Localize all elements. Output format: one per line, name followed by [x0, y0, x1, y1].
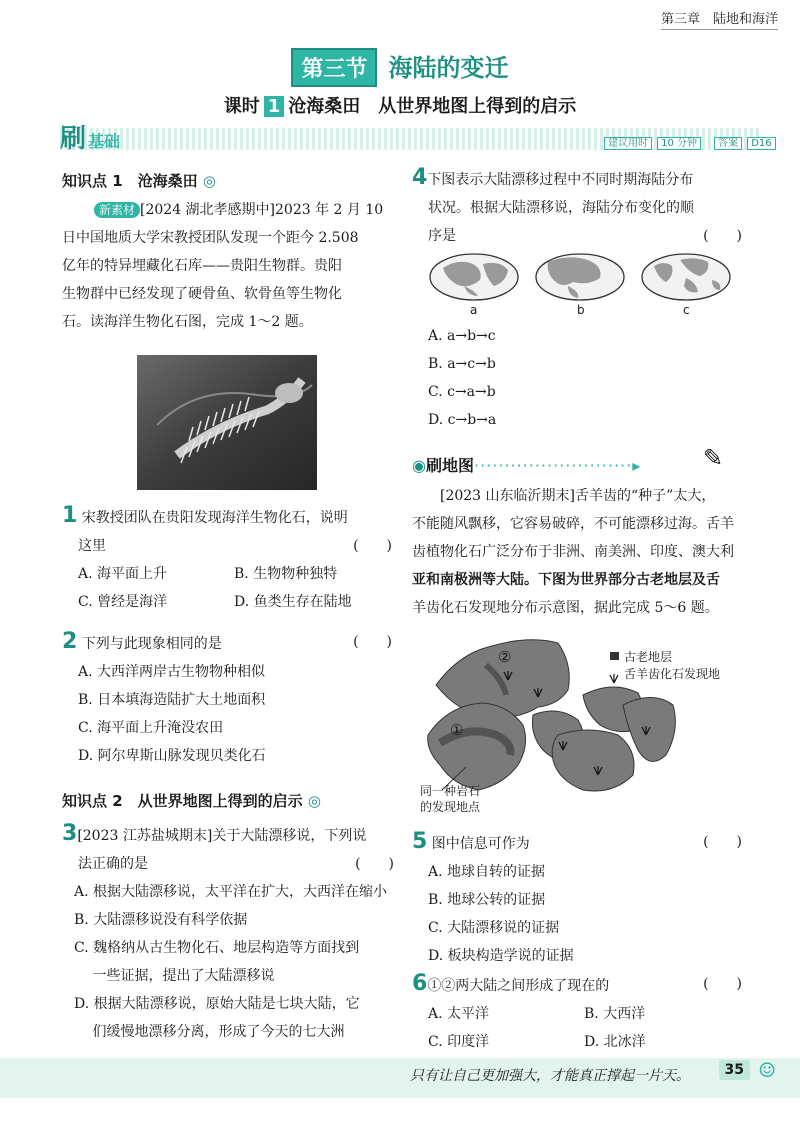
q6-option-a[interactable]: A. 太平洋 — [428, 1006, 490, 1022]
question-2 — [62, 628, 392, 770]
brush-glyph: 刷 — [60, 124, 87, 154]
target-icon: ◎ — [307, 792, 321, 810]
answer-paren: ( ) — [703, 976, 742, 992]
q2-number: 2 — [62, 629, 78, 654]
q4-option-b[interactable]: B. a→c→b — [428, 356, 496, 372]
q1-option-d[interactable]: D. 鱼类生存在陆地 — [234, 594, 352, 610]
q1-number: 1 — [62, 503, 78, 528]
knowledge-point-1 — [62, 170, 216, 191]
legend-old-strata: 古老地层 — [624, 650, 673, 664]
intro1-line: 生物群中已经发现了硬骨鱼、软骨鱼等生物化 — [62, 286, 342, 302]
q2-option-b[interactable]: B. 日本填海造陆扩大土地面积 — [78, 692, 266, 708]
map-section-header — [412, 453, 641, 476]
answer-paren: ( ) — [703, 834, 742, 850]
answer-label: 答案 — [714, 137, 742, 150]
q4-option-c[interactable]: C. c→a→b — [428, 384, 496, 400]
lesson-prefix: 课时 — [223, 96, 260, 117]
q5-option-c[interactable]: C. 大陆漂移说的证据 — [428, 920, 560, 936]
q1-option-c[interactable]: C. 曾经是海洋 — [78, 594, 168, 610]
basic-label: 基础 — [88, 132, 121, 151]
q4-option-a[interactable]: A. a→b→c — [428, 328, 496, 344]
intro2-line: 亚和南极洲等大陆。下图为世界部分古老地层及舌 — [412, 572, 720, 588]
continent-label-1: ① — [450, 721, 464, 739]
q4-option-d[interactable]: D. c→b→a — [428, 412, 497, 428]
map-label-b: b — [577, 303, 585, 317]
map-b — [536, 254, 624, 300]
intro2-text — [412, 482, 747, 622]
q3-stem: [2023 江苏盐城期末]关于大陆漂移说，下列说 — [77, 828, 367, 844]
section-badge: 第三节 — [291, 48, 377, 87]
answer-paren: ( ) — [703, 228, 742, 244]
kp1-title: 知识点 1 沧海桑田 — [62, 172, 198, 190]
q3-number: 3 — [62, 821, 78, 846]
question-4 — [412, 164, 742, 250]
answer-paren: ( ) — [355, 856, 394, 872]
chapter-header: 第三章 陆地和海洋 — [661, 8, 778, 30]
question-1 — [62, 502, 392, 616]
intro2-line: 羊齿化石发现地分布示意图，据此完成 5～6 题。 — [412, 600, 719, 616]
map-a — [430, 254, 518, 300]
map-section-icon: ◉ — [412, 456, 426, 475]
lesson-title-row — [0, 92, 800, 118]
continent-label-2: ② — [498, 648, 512, 666]
q4-number: 4 — [412, 165, 428, 190]
intro2-line: 不能随风飘移，它容易破碎，不可能漂移过海。舌羊 — [412, 516, 734, 532]
q3-option-d[interactable]: D. 根据大陆漂移说，原始大陆是七块大陆，它 — [74, 996, 360, 1012]
intro2-line: 齿植物化石广泛分布于非洲、南美洲、印度、澳大利 — [412, 544, 734, 560]
q6-option-c[interactable]: C. 印度洋 — [428, 1034, 490, 1050]
rock-note-line1: 同一种岩石 — [420, 784, 481, 798]
fish-fossil-photo — [137, 355, 317, 490]
q5-option-a[interactable]: A. 地球自转的证据 — [428, 864, 546, 880]
q2-option-a[interactable]: A. 大西洋两岸古生物物种相似 — [78, 664, 266, 680]
question-6 — [412, 970, 742, 1056]
footer-motto: 只有让自己更加强大，才能真正撑起一片天。 — [410, 1068, 690, 1084]
intro1-line: [2024 湖北孝感期中]2023 年 2 月 10 — [140, 202, 384, 218]
kp2-title: 知识点 2 从世界地图上得到的启示 — [62, 792, 303, 810]
q4-stem: 状况。根据大陆漂移说，海陆分布变化的顺 — [428, 200, 694, 216]
brush-basic-label — [60, 118, 120, 155]
q6-stem: ①②两大陆之间形成了现在的 — [427, 978, 610, 994]
q3-option-d-cont: 们缓慢地漂移分离，形成了今天的七大洲 — [74, 1024, 345, 1040]
q5-stem: 图中信息可作为 — [431, 836, 530, 852]
target-icon: ◎ — [202, 172, 216, 190]
map-c — [642, 254, 730, 300]
lesson-title: 沧海桑田 从世界地图上得到的启示 — [288, 96, 577, 117]
page-number: 35 — [719, 1060, 750, 1080]
q5-option-d[interactable]: D. 板块构造学说的证据 — [428, 948, 574, 964]
q2-option-d[interactable]: D. 阿尔卑斯山脉发现贝类化石 — [78, 748, 266, 764]
answer-paren: ( ) — [353, 634, 392, 650]
time-label: 建议用时 — [604, 137, 652, 150]
intro1-line: 石。读海洋生物化石图，完成 1～2 题。 — [62, 314, 313, 330]
q1-option-a[interactable]: A. 海平面上升 — [78, 566, 168, 582]
q6-number: 6 — [412, 971, 428, 996]
new-material-tag: 新素材 — [94, 202, 140, 218]
q4-stem: 序是 — [428, 228, 456, 244]
pen-paper-icon: ✎ — [703, 444, 724, 472]
q5-option-b[interactable]: B. 地球公转的证据 — [428, 892, 546, 908]
time-value: 10 分钟 — [657, 137, 701, 150]
time-info — [604, 131, 776, 150]
q4-stem: 下图表示大陆漂移过程中不同时期海陆分布 — [427, 172, 694, 188]
page-mascot-icon: ☺ — [758, 1058, 776, 1082]
rock-note-line2: 的发现地点 — [420, 800, 481, 814]
q2-stem: 下列与此现象相同的是 — [81, 636, 222, 652]
q3-option-c[interactable]: C. 魏格纳从古生物化石、地层构造等方面找到 — [74, 940, 360, 956]
q5-number: 5 — [412, 829, 428, 854]
lesson-number: 1 — [264, 96, 285, 117]
q3-stem: 法正确的是 — [78, 856, 148, 872]
q6-option-d[interactable]: D. 北冰洋 — [584, 1034, 646, 1050]
legend-fossil-site: 舌羊齿化石发现地 — [624, 667, 721, 681]
intro2-line: [2023 山东临沂期末]舌羊齿的“种子”太大， — [440, 488, 716, 504]
map-section-title: 刷地图 — [425, 456, 474, 475]
answer-paren: ( ) — [353, 538, 392, 554]
question-3 — [62, 820, 394, 1046]
map-label-c: c — [683, 303, 690, 317]
dotted-rule: ··························▸ — [473, 456, 642, 475]
q3-option-c-cont: 一些证据，提出了大陆漂移说 — [74, 968, 275, 984]
answer-page: D16 — [747, 137, 775, 150]
q3-option-a[interactable]: A. 根据大陆漂移说，太平洋在扩大，大西洋在缩小 — [74, 884, 388, 900]
intro1-line: 日中国地质大学宋教授团队发现一个距今 2.508 — [62, 230, 359, 246]
section-title: 海陆的变迁 — [388, 54, 509, 82]
q3-option-b[interactable]: B. 大陆漂移说没有科学依据 — [74, 912, 248, 928]
intro1-line: 亿年的特异埋藏化石库——贵阳生物群。贵阳 — [62, 258, 342, 274]
q4-options — [428, 322, 728, 434]
section-title-row — [0, 48, 800, 87]
map-label-a: a — [470, 303, 478, 317]
knowledge-point-2 — [62, 790, 321, 811]
q6-option-b[interactable]: B. 大西洋 — [584, 1006, 646, 1022]
q1-option-b[interactable]: B. 生物物种独特 — [234, 566, 338, 582]
intro1-text — [62, 196, 392, 336]
q2-option-c[interactable]: C. 海平面上升淹没农田 — [78, 720, 224, 736]
q1-stem: 这里 — [78, 538, 106, 554]
question-5 — [412, 828, 742, 970]
q1-stem: 宋教授团队在贵阳发现海洋生物化石，说明 — [81, 510, 348, 526]
